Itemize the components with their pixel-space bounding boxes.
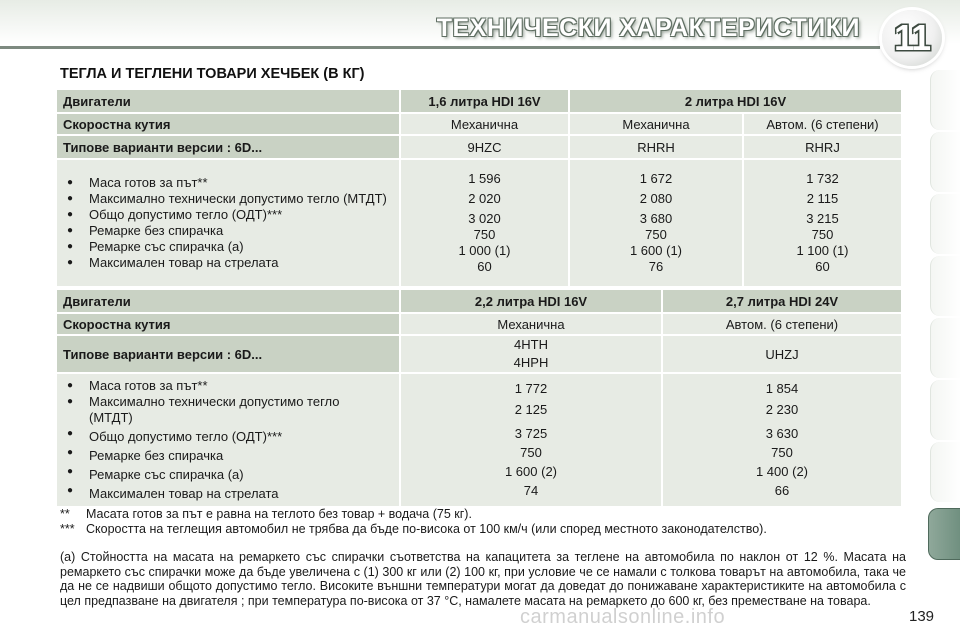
value: 60 xyxy=(815,259,830,274)
watermark: carmanualsonline.info xyxy=(520,606,726,628)
row-labels-cell xyxy=(57,160,399,286)
value: 1 772 xyxy=(514,381,548,396)
value: 66 xyxy=(774,483,790,498)
table-row xyxy=(57,90,901,112)
engine-header: 2 литра HDI 16V xyxy=(570,90,901,112)
weights-table-1 xyxy=(55,88,903,288)
value: 750 xyxy=(771,445,793,460)
side-tab-1[interactable] xyxy=(930,70,960,130)
gearbox-cell: Механична xyxy=(401,114,568,134)
page-title: ТЕХНИЧЕСКИ ХАРАКТЕРИСТИКИ xyxy=(436,14,860,42)
value: 1 732 xyxy=(806,171,839,186)
value: 2 020 xyxy=(468,191,501,206)
value: 1 000 (1) xyxy=(458,243,511,258)
chapter-badge xyxy=(882,10,942,66)
value: 750 xyxy=(473,227,496,242)
list-item: ● Ремарке без спирачка xyxy=(63,445,393,464)
value: 1 600 (2) xyxy=(504,464,558,479)
value: 2 080 xyxy=(639,191,673,206)
variant-code: 4HPH xyxy=(513,355,549,370)
weights-table-2 xyxy=(55,288,903,508)
value: 1 596 xyxy=(468,171,501,186)
values-column xyxy=(401,160,568,286)
list-item: ● Максимален товар на стрелата xyxy=(63,255,393,271)
table-row xyxy=(57,160,901,286)
value: 3 725 xyxy=(514,426,548,441)
engine-header: 1,6 литра HDI 16V xyxy=(401,90,568,112)
table-row xyxy=(57,136,901,158)
engines-label: Двигатели xyxy=(57,290,399,312)
value: 3 020 xyxy=(468,211,501,226)
side-tab-3[interactable] xyxy=(930,194,960,254)
variants-label: Типове варианти версии : 6D... xyxy=(57,136,399,158)
value: 750 xyxy=(520,445,542,460)
chapter-number: 11 xyxy=(893,17,931,58)
value: 76 xyxy=(648,259,664,274)
value: 3 215 xyxy=(806,211,839,226)
variant-code: 4HTH xyxy=(514,337,548,352)
gearbox-cell: Механична xyxy=(570,114,742,134)
table-row xyxy=(57,314,901,334)
side-tab-4[interactable] xyxy=(930,256,960,316)
variant-cell: RHRJ xyxy=(744,136,901,158)
gearbox-label: Скоростна кутия xyxy=(57,114,399,134)
value: 750 xyxy=(645,227,667,242)
gearbox-cell: Автом. (6 степени) xyxy=(663,314,901,334)
gearbox-label: Скоростна кутия xyxy=(57,314,399,334)
value: 3 630 xyxy=(765,426,799,441)
table-row xyxy=(57,290,901,312)
variant-cell: UHZJ xyxy=(663,336,901,372)
table-row xyxy=(57,114,901,134)
list-item: ● Маса готов за път** xyxy=(63,378,393,394)
gearbox-cell: Механична xyxy=(401,314,661,334)
list-item: ● Ремарке със спирачка (a) xyxy=(63,464,393,483)
value: 2 230 xyxy=(765,402,799,417)
engine-header: 2,7 литра HDI 24V xyxy=(663,290,901,312)
value: 2 125 xyxy=(514,402,548,417)
values-column xyxy=(663,374,901,506)
gearbox-cell: Автом. (6 степени) xyxy=(744,114,901,134)
value: 1 672 xyxy=(639,171,673,186)
value: 60 xyxy=(477,259,492,274)
value: 1 600 (1) xyxy=(629,243,683,258)
table-row xyxy=(57,336,901,372)
row-labels-cell xyxy=(57,374,399,506)
footnote xyxy=(60,522,910,537)
list-item: ● Максимален товар на стрелата xyxy=(63,483,393,502)
list-item: ● Максимално технически допустимо тегло (МТДТ) xyxy=(63,191,393,207)
list-item: ● Маса готов за път** xyxy=(63,175,393,191)
page-number: 139 xyxy=(909,608,935,625)
value: 1 400 (2) xyxy=(755,464,809,479)
footnote-mark: ** xyxy=(60,507,70,521)
list-item: ● Ремарке без спирачка xyxy=(63,223,393,239)
footnote-text: Масата готов за път е равна на теглото без товар + водача (75 кг). xyxy=(86,507,472,521)
engines-label: Двигатели xyxy=(57,90,399,112)
footnote-text: Скоростта на теглещия автомобил не трябва да бъде по-висока от 100 км/ч (или според местното законодателство). xyxy=(86,522,767,536)
variant-cell: 9HZC xyxy=(401,136,568,158)
values-column xyxy=(570,160,742,286)
section-title: ТЕГЛА И ТЕГЛЕНИ ТОВАРИ ХЕЧБЕК (В КГ) xyxy=(60,66,365,82)
value: 1 854 xyxy=(765,381,799,396)
engine-header: 2,2 литра HDI 16V xyxy=(401,290,661,312)
values-column xyxy=(401,374,661,506)
side-tab-5[interactable] xyxy=(930,318,960,378)
side-tab-active-chapter[interactable] xyxy=(928,508,960,560)
variant-cell: RHRH xyxy=(570,136,742,158)
list-item: ● Общо допустимо тегло (ОДТ)*** xyxy=(63,426,393,445)
table-row xyxy=(57,374,901,506)
value: 74 xyxy=(523,483,539,498)
list-item: ● Максимално технически допустимо тегло (МТДТ) xyxy=(63,394,393,426)
variant-cell xyxy=(401,336,661,372)
side-tab-2[interactable] xyxy=(930,132,960,192)
footnote xyxy=(60,507,910,522)
notes-paragraph: (а) Стойността на масата на ремаркето със спирачки съответства на капацитета за теглене на автомобила по наклон от 12 %. Масата на ремаркето със спирачки може да бъде увеличена с (1) 300 кг или (2) 100 кг, при условие че се намали с толкова товарът на автомобила, така че да не се надвиши общото допустимо тегло. Високите външни температури могат да доведат до понижаване характеристиките на автомобила с цел предпазване на двигателя ; при температура по-висока от 37 °С, намалете масата на ремаркето до 600 кг, без преместване на товара. xyxy=(60,550,906,608)
side-tab-6[interactable] xyxy=(930,380,960,440)
value: 3 680 xyxy=(639,211,673,226)
value: 2 115 xyxy=(806,191,839,206)
list-item: ● Общо допустимо тегло (ОДТ)*** xyxy=(63,207,393,223)
variants-label: Типове варианти версии : 6D... xyxy=(57,336,399,372)
value: 750 xyxy=(811,227,834,242)
values-column xyxy=(744,160,901,286)
value: 1 100 (1) xyxy=(796,243,849,258)
footnote-mark: *** xyxy=(60,522,75,536)
list-item: ● Ремарке със спирачка (a) xyxy=(63,239,393,255)
header-divider xyxy=(0,46,880,49)
side-tab-7[interactable] xyxy=(930,442,960,502)
footnotes xyxy=(60,507,910,537)
